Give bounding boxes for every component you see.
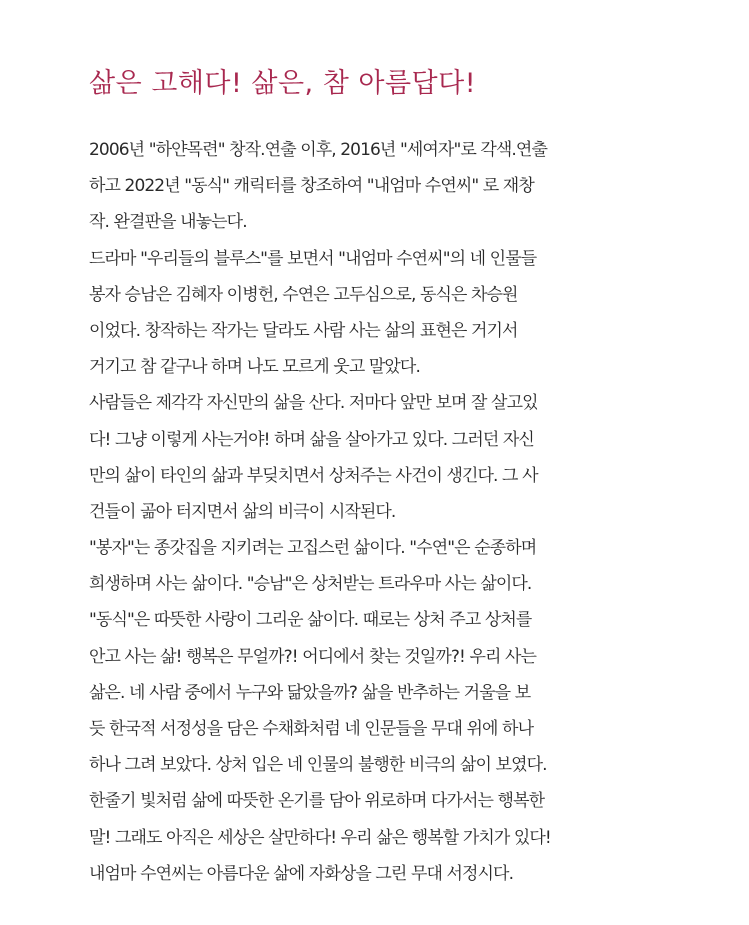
text-line: "동식"은 따뜻한 사랑이 그리운 삶이다. 때로는 상처 주고 상처를	[89, 610, 532, 631]
text-line: 한줄기 빛처럼 삶에 따뜻한 온기를 담아 위로하며 다가서는 행복한	[89, 791, 545, 812]
text-line: 건들이 곪아 터지면서 삶의 비극이 시작된다.	[89, 501, 396, 522]
text-line: 만의 삶이 타인의 삶과 부딪치면서 상처주는 사건이 생긴다. 그 사	[89, 465, 538, 486]
text-line: 말! 그래도 아직은 세상은 살만하다! 우리 삶은 행복할 가치가 있다!	[89, 827, 551, 848]
text-line: 사람들은 제각각 자신만의 삶을 산다. 저마다 앞만 보며 잘 살고있	[89, 393, 538, 414]
text-line: 이었다. 창작하는 작가는 달라도 사람 사는 삶의 표현은 거기서	[89, 320, 518, 341]
text-line: 봉자 승남은 김혜자 이병헌, 수연은 고두심으로, 동식은 차승원	[89, 284, 518, 305]
text-line: 2006년 "하얀목련" 창작.연출 이후, 2016년 "세여자"로 각색.연출	[89, 140, 547, 160]
text-line: 듯 한국적 서정성을 담은 수채화처럼 네 인문들을 무대 위에 하나	[89, 719, 534, 739]
text-line: 내엄마 수연씨는 아름다운 삶에 자화상을 그린 무대 서정시다.	[89, 863, 514, 884]
text-line: 삶은. 네 사람 중에서 누구와 닮았을까? 삶을 반추하는 거울을 보	[89, 682, 531, 703]
text-line: 하고 2022년 "동식" 캐릭터를 창조하여 "내엄마 수연씨" 로 재창	[89, 176, 534, 197]
text-line: 거기고 참 같구나 하며 나도 모르게 웃고 말았다.	[89, 357, 420, 378]
text-line: 안고 사는 삶! 행복은 무얼까?! 어디에서 찾는 것일까?! 우리 사는	[89, 646, 537, 667]
text-line: 다! 그냥 이렇게 사는거야! 하며 삶을 살아가고 있다. 그러던 자신	[89, 429, 534, 450]
text-line: 하나 그려 보았다. 상처 입은 네 인물의 불행한 비극의 삶이 보였다.	[89, 755, 547, 776]
body-text	[89, 132, 729, 892]
text-line: 희생하며 사는 삶이다. "승남"은 상처받는 트라우마 사는 삶이다.	[89, 574, 532, 595]
text-line: "봉자"는 종갓집을 지키려는 고집스런 삶이다. "수연"은 순종하며	[89, 538, 537, 559]
page-title: 삶은 고해다! 삶은, 참 아름답다!	[89, 68, 477, 99]
text-line: 드라마 "우리들의 블루스"를 보면서 "내엄마 수연씨"의 네 인물들	[89, 248, 537, 269]
text-line: 작. 완결판을 내놓는다.	[89, 212, 247, 233]
